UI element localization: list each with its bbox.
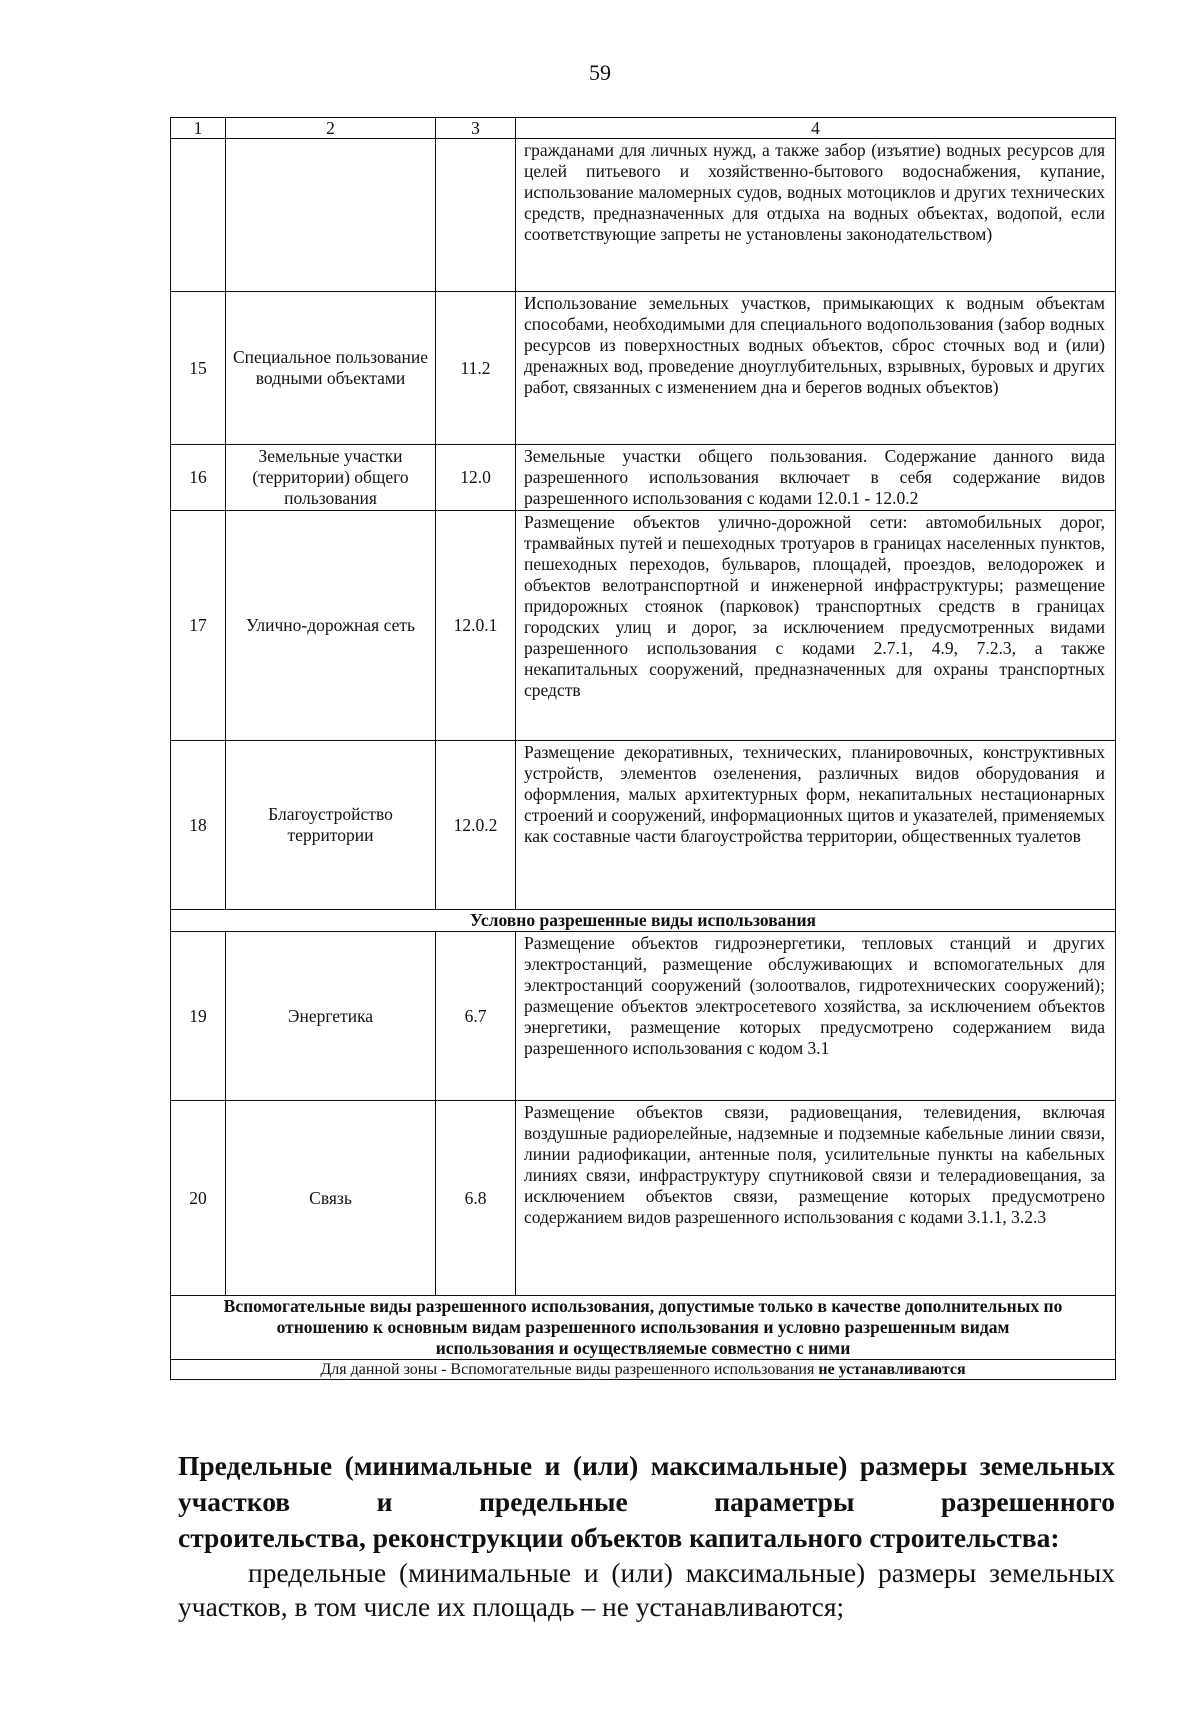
row-description-cell: гражданами для личных нужд, а также забор (изъятие) водных ресурсов для целей питьевого и хозяйственно-бытового водоснабжения, купание, использование маломерных судов, водных мотоциклов и других технических средств, предназначенных для отдыха на водных объектах, водопой, если соответствующие запреты не установлены законодательством) [516, 139, 1116, 292]
row-description-cell: Размещение декоративных, технических, планировочных, конструктивных устройств, элементов озеленения, различных видов оборудования и оформления, малых архитектурных форм, некапитальных нестационарных строений и сооружений, информационных щитов и указателей, применяемых как составные части благоустройства территории, общественных туалетов [516, 741, 1116, 910]
section-title-conditional: Условно разрешенные виды использования [171, 910, 1116, 932]
section-heading [178, 1448, 1115, 1556]
table-row-continuation [171, 139, 1116, 292]
row-number-cell: 15 [171, 292, 226, 445]
footer-note [171, 1360, 1116, 1380]
row-name-cell: Земельные участки (территории) общего пользования [226, 445, 436, 511]
row-code-cell: 12.0.2 [436, 741, 516, 910]
column-header: 3 [436, 118, 516, 139]
page-number: 59 [589, 60, 611, 85]
row-code-cell [436, 139, 516, 292]
row-description-cell: Использование земельных участков, примыкающих к водным объектам способами, необходимыми для специального водопользования (забор водных ресурсов из поверхностных водных объектов, сброс сточных вод и (или) дренажных вод, проведение дноуглубительных, взрывных, буровых и других работ, связанных с изменением дна и берегов водных объектов) [516, 292, 1116, 445]
body-paragraph: предельные (минимальные и (или) максимальные) размеры земельных участков, в том числе их площадь – не устанавливаются; [178, 1557, 1115, 1622]
row-number-cell: 19 [171, 932, 226, 1101]
row-number-cell: 20 [171, 1101, 226, 1296]
section-row [171, 910, 1116, 932]
row-code-cell: 6.7 [436, 932, 516, 1101]
row-number-cell: 17 [171, 511, 226, 741]
footer-note-row [171, 1360, 1116, 1380]
row-description-cell: Размещение объектов связи, радиовещания, телевидения, включая воздушные радиорелейные, надземные и подземные кабельные линии связи, линии радиофикации, антенные поля, усилительные пункты на кабельных линиях связи, инфраструктуру спутниковой связи и телерадиовещания, за исключением объектов связи, размещение которых предусмотрено содержанием видов разрешенного использования с кодами 3.1.1, 3.2.3 [516, 1101, 1116, 1296]
table-header-row [171, 118, 1116, 139]
row-name-cell: Связь [226, 1101, 436, 1296]
row-code-cell: 12.0.1 [436, 511, 516, 741]
heading-last-line: строительства, реконструкции объектов капитального строительства: [178, 1522, 1060, 1553]
table-row [171, 741, 1116, 910]
row-code-cell: 11.2 [436, 292, 516, 445]
row-description-cell: Размещение объектов улично-дорожной сети: автомобильных дорог, трамвайных путей и пешеходных тротуаров в границах населенных пунктов, пешеходных переходов, бульваров, площадей, проездов, велодорожек и объектов велотранспортной и инженерной инфраструктуры; размещение придорожных стоянок (парковок) транспортных средств в границах городских улиц и дорог, за исключением предусмотренных видами разрешенного использования с кодами 2.7.1, 4.9, 7.2.3, а также некапитальных сооружений, предназначенных для охраны транспортных средств [516, 511, 1116, 741]
row-number-cell: 16 [171, 445, 226, 511]
section-title-auxiliary: Вспомогательные виды разрешенного использования, допустимые только в качестве дополнительных по отношению к основным видам разрешенного использования и условно разрешенным видам использования и осуществляемые совместно с ними [171, 1296, 1116, 1360]
row-code-cell: 6.8 [436, 1101, 516, 1296]
row-number-cell [171, 139, 226, 292]
column-header: 1 [171, 118, 226, 139]
row-name-cell [226, 139, 436, 292]
table-row [171, 511, 1116, 741]
column-header: 4 [516, 118, 1116, 139]
footer-note-emphasis: не устанавливаются [818, 1361, 966, 1378]
row-name-cell: Специальное пользование водными объектами [226, 292, 436, 445]
table-row [171, 292, 1116, 445]
row-name-cell: Улично-дорожная сеть [226, 511, 436, 741]
footer-note-text: Для данной зоны - Вспомогательные виды разрешенного использования [320, 1361, 819, 1378]
row-number-cell: 18 [171, 741, 226, 910]
column-header: 2 [226, 118, 436, 139]
heading-lines: Предельные (минимальные и (или) максимальные) размеры земельных участков и предельные параметры разрешенного [178, 1450, 1115, 1517]
row-name-cell: Благоустройство территории [226, 741, 436, 910]
row-code-cell: 12.0 [436, 445, 516, 511]
row-description-cell: Размещение объектов гидроэнергетики, тепловых станций и других электростанций, размещение обслуживающих и вспомогательных для электростанций сооружений (золоотвалов, гидротехнических сооружений); размещение объектов электросетевого хозяйства, за исключением объектов энергетики, размещение которых предусмотрено содержанием вида разрешенного использования с кодом 3.1 [516, 932, 1116, 1101]
row-description-cell: Земельные участки общего пользования. Содержание данного вида разрешенного использования включает в себя содержание видов разрешенного использования с кодами 12.0.1 - 12.0.2 [516, 445, 1116, 511]
land-use-table [170, 117, 1116, 1380]
table-row [171, 932, 1116, 1101]
table-row [171, 1101, 1116, 1296]
section-row [171, 1296, 1116, 1360]
table-row [171, 445, 1116, 511]
row-name-cell: Энергетика [226, 932, 436, 1101]
